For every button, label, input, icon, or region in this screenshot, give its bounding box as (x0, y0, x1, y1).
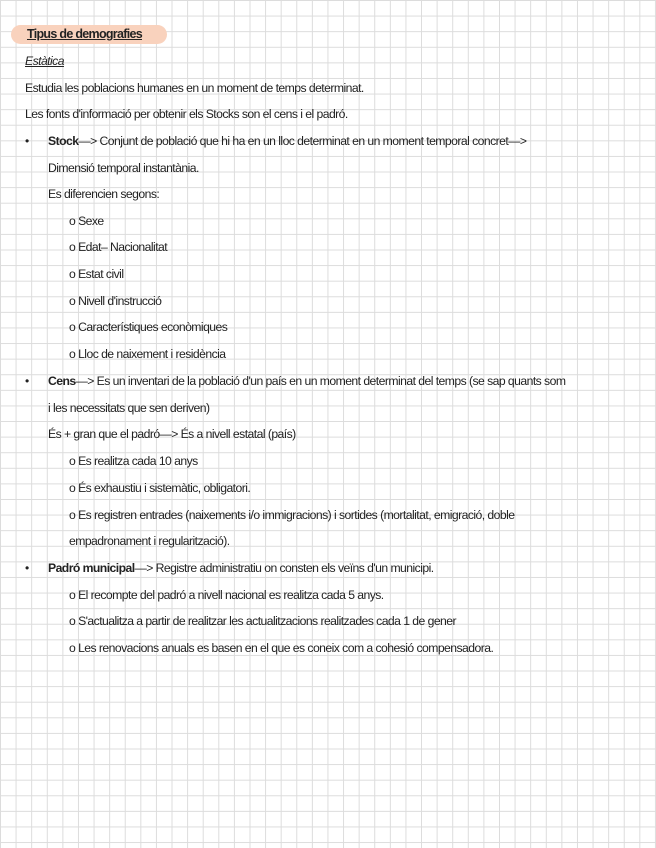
padro-arrow: —> (134, 561, 153, 575)
cens-definition: Es un inventari de la població d'un país en un moment determinat del temps (se sap quants som (93, 374, 566, 388)
sub-bullet: o (69, 614, 76, 628)
stock-item: o Nivell d'instrucció (69, 294, 162, 308)
padro-item: o El recompte del padró a nivell nacional es realitza cada 5 anys. (69, 588, 384, 602)
stock-line-2: Dimensió temporal instantània. (48, 161, 199, 175)
sub-bullet: o (69, 347, 76, 361)
stock-arrow: —> (78, 134, 97, 148)
stock-item: o Sexe (69, 214, 104, 228)
bullet-padro: • (25, 561, 30, 575)
sub-bullet: o (69, 508, 76, 522)
cens-item: o Es realitza cada 10 anys (69, 454, 198, 468)
padro-item: o S'actualitza a partir de realitzar les actualitzacions realitzades cada 1 de gener (69, 614, 457, 628)
stock-intro: Es diferencien segons: (48, 187, 160, 201)
sub-bullet: o (69, 454, 76, 468)
sub-bullet: o (69, 481, 76, 495)
cens-arrow: —> (75, 374, 94, 388)
sub-bullet: o (69, 294, 76, 308)
cens-line-1 (48, 373, 565, 389)
stock-item: o Característiques econòmiques (69, 320, 228, 334)
cens-item: o És exhaustiu i sistemàtic, obligatori. (69, 481, 251, 495)
sub-bullet: o (69, 267, 76, 281)
cens-item: o Es registren entrades (naixements i/o immigracions) i sortides (mortalitat, emigració, doble (69, 508, 515, 522)
intro-line-2: Les fonts d'informació per obtenir els Stocks son el cens i el padró. (25, 107, 348, 121)
stock-item: o Edat– Nacionalitat (69, 240, 168, 254)
sub-bullet: o (69, 214, 76, 228)
sub-bullet: o (69, 320, 76, 334)
document-title: Tipus de demografies (27, 27, 142, 41)
bullet-stock: • (25, 134, 30, 148)
padro-line-1 (48, 560, 434, 576)
sub-bullet: o (69, 641, 76, 655)
sub-bullet: o (69, 588, 76, 602)
sub-bullet: o (69, 240, 76, 254)
stock-item: o Lloc de naixement i residència (69, 347, 226, 361)
stock-item: o Estat civil (69, 267, 124, 281)
cens-term: Cens (48, 374, 76, 388)
section-subtitle: Estàtica (25, 54, 64, 68)
cens-line-3: És + gran que el padró—> És a nivell estatal (país) (48, 427, 296, 441)
padro-term: Padró municipal (48, 561, 135, 575)
stock-line-1 (48, 133, 526, 149)
intro-line-1: Estudia les poblacions humanes en un moment de temps determinat. (25, 81, 364, 95)
cens-line-2: i les necessitats que sen deriven) (48, 401, 210, 415)
cens-item-continuation: empadronament i regularització). (69, 534, 230, 548)
padro-definition: Registre administratiu on consten els veïns d'un municipi. (152, 561, 434, 575)
padro-item: o Les renovacions anuals es basen en el que es coneix com a cohesió compensadora. (69, 641, 494, 655)
stock-definition: Conjunt de població que hi ha en un lloc determinat en un moment temporal concret—> (96, 134, 527, 148)
stock-term: Stock (48, 134, 79, 148)
bullet-cens: • (25, 374, 30, 388)
